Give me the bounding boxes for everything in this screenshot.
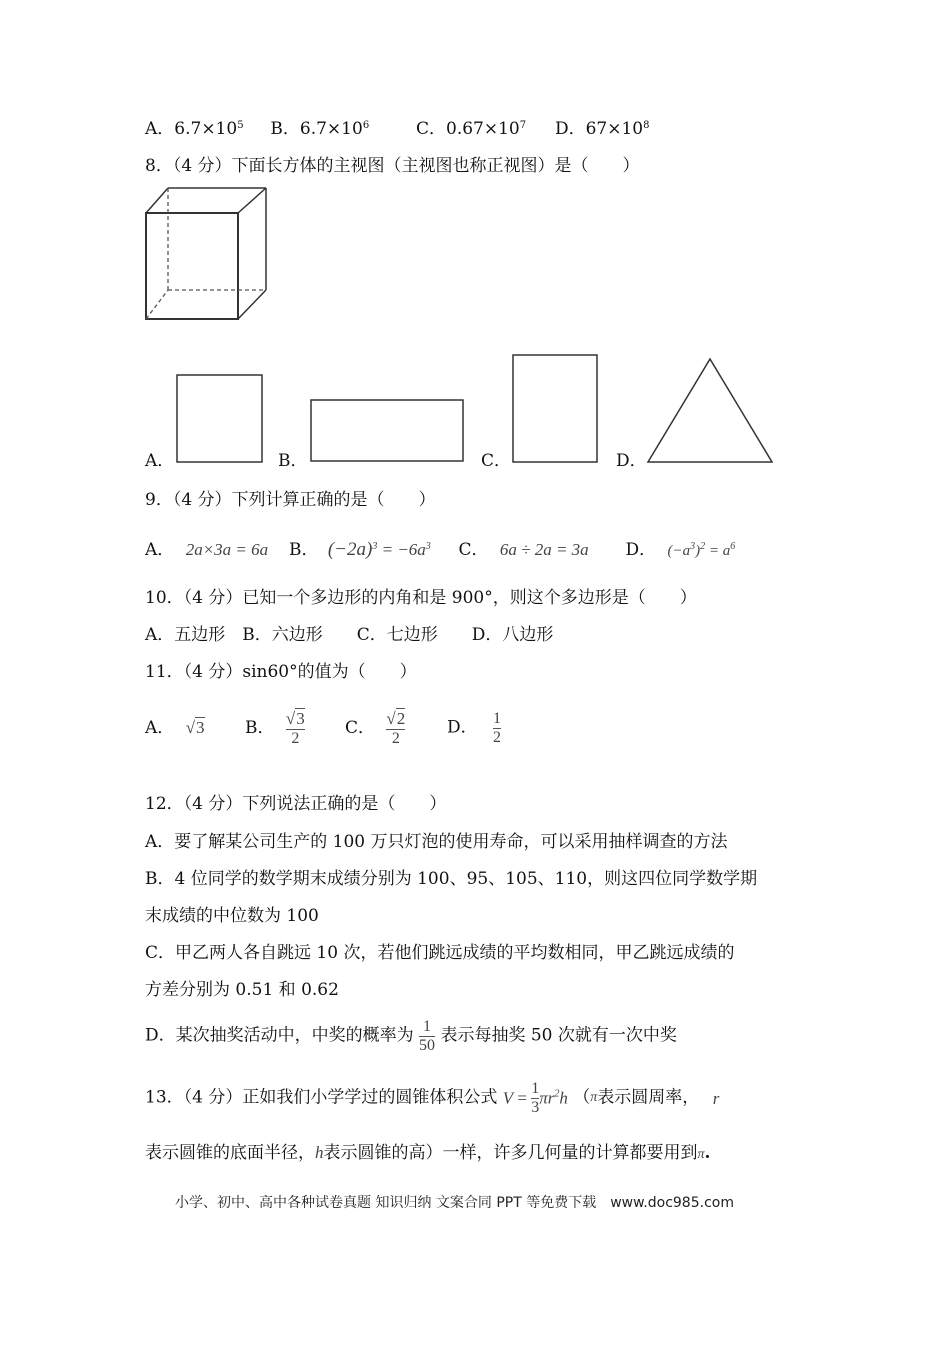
q12-option-b-line2: 末成绩的中位数为 100 — [145, 906, 319, 926]
cuboid-figure — [140, 180, 275, 325]
q12-frac-1-50: $\frac{1}{50}$ — [419, 1018, 436, 1054]
q12-option-a: A．要了解某公司生产的 100 万只灯泡的使用寿命，可以采用抽样调查的方法 — [145, 832, 728, 852]
q8-option-a-label: A． — [145, 451, 175, 471]
q9-options: A． 2a×3a = 6a B． $(-2a)^3 = -6a^3$ C． 6a ÷ 2a = 3a D． $(-a^3)^2 = a^6$ — [145, 539, 736, 560]
q8-option-b-label: B． — [278, 451, 308, 471]
q12-option-c-line2: 方差分别为 0.51 和 0.62 — [145, 980, 339, 1000]
q8-option-c-rectangle — [512, 354, 600, 464]
q9-math-d: $(-a^3)^2 = a^6$ — [667, 541, 736, 559]
q8-option-d-label: D． — [616, 451, 647, 471]
q8-option-c-label: C． — [481, 451, 512, 471]
q8-option-a-square — [176, 374, 266, 464]
q9-math-b: $(-2a)^3 = -6a^3$ — [327, 539, 431, 560]
q11-sqrt-3: √3 — [185, 718, 205, 737]
q9-math-a: 2a×3a = 6a — [185, 540, 269, 559]
q13-line1: 13．（4 分）正如我们小学学过的圆锥体积公式 V = $\frac{1}{3}$ $\pi r^2h$ （π表示圆周率， r — [145, 1080, 720, 1116]
q11-frac-b: $\frac{√3}{2}$ — [285, 709, 305, 747]
q12-option-c-line1: C．甲乙两人各自跳远 10 次，若他们跳远成绩的平均数相同，甲乙跳远成绩的 — [145, 943, 735, 963]
q7-options: A．$6.7\times 10^5$ B．$6.7\times 10^6$ C．$0.67\times 10^7$ D．$67\times 10^8$ — [145, 119, 650, 139]
q8-option-d-triangle — [646, 357, 776, 465]
q13-line2: 表示圆锥的底面半径，h表示圆锥的高）一样，许多几何量的计算都要用到π. — [145, 1143, 711, 1163]
q10-options: A．五边形 B．六边形 C．七边形 D．八边形 — [145, 625, 554, 645]
q11-option-b: B． $\frac{√3}{2}$ — [245, 709, 305, 747]
q11-stem: 11．（4 分）sin60°的值为（ ） — [145, 662, 417, 682]
q8-stem: 8．（4 分）下面长方体的主视图（主视图也称正视图）是（ ） — [145, 156, 640, 176]
q11-option-a: A． √3 — [145, 718, 205, 738]
q12-stem: 12．（4 分）下列说法正确的是（ ） — [145, 794, 447, 814]
q12-option-d: D．某次抽奖活动中，中奖的概率为 $\frac{1}{50}$ 表示每抽奖 50 次就有一次中奖 — [145, 1018, 677, 1054]
q8-option-b-rectangle — [310, 399, 465, 464]
q11-frac-d: $\frac{1}{2}$ — [493, 710, 502, 746]
page-footer: 小学、初中、高中各种试卷真题 知识归纳 文案合同 PPT 等免费下载 www.doc985.com — [175, 1195, 734, 1211]
q13-frac-1-3: $\frac{1}{3}$ — [531, 1080, 540, 1116]
q9-math-c: 6a ÷ 2a = 3a — [499, 540, 589, 559]
q9-stem: 9．（4 分）下列计算正确的是（ ） — [145, 490, 436, 510]
q11-frac-c: $\frac{√2}{2}$ — [386, 709, 406, 747]
q12-option-b-line1: B．4 位同学的数学期末成绩分别为 100、95、105、110，则这四位同学数学期 — [145, 869, 758, 889]
q11-option-d: D． $\frac{1}{2}$ — [447, 710, 502, 746]
q11-option-c: C． $\frac{√2}{2}$ — [345, 709, 406, 747]
q10-stem: 10．（4 分）已知一个多边形的内角和是 900°，则这个多边形是（ ） — [145, 588, 697, 608]
